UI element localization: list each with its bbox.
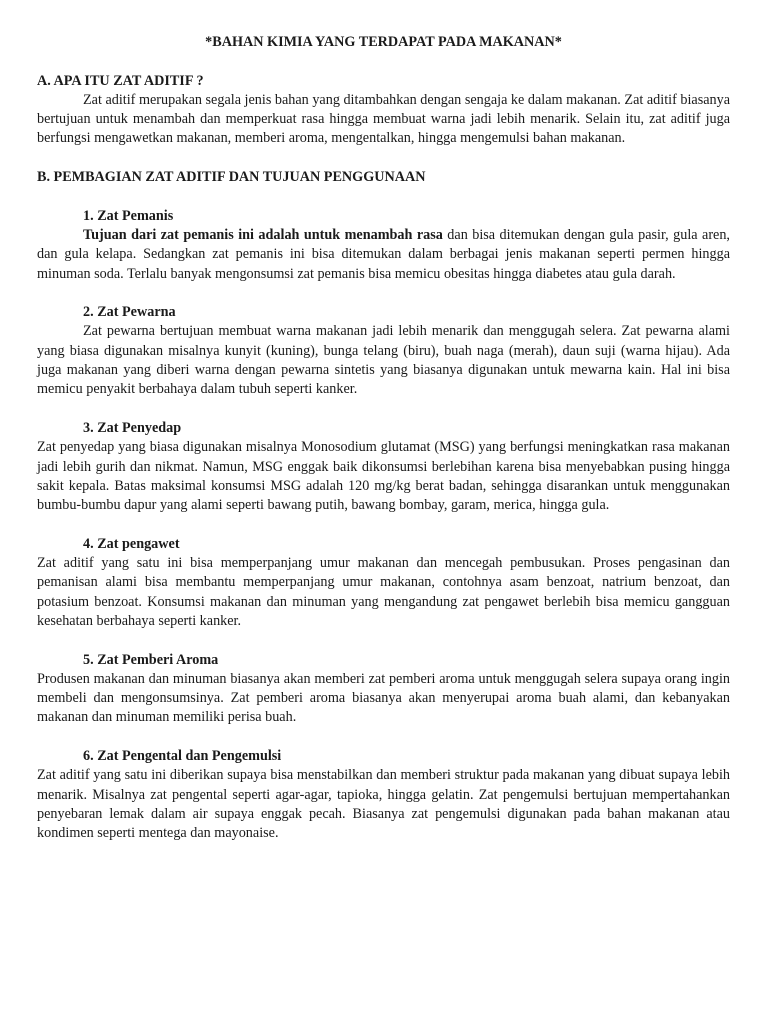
item-body-penyedap: Zat penyedap yang biasa digunakan misalnya Monosodium glutamat (MSG) yang berfungsi meningkatkan rasa makanan jadi lebih gurih dan nikmat. Namun, MSG enggak baik dikonsumsi berlebihan karena bisa menyebabkan pusing hingga sakit kepala. Batas maksimal konsumsi MSG adalah 120 mg/kg berat badan, sehingga disarankan untuk menggunakan bumbu-bumbu dapur yang alami seperti bawang putih, bawang bombay, garam, merica, hingga gula. [37,439,730,514]
item-body-aroma: Produsen makanan dan minuman biasanya akan memberi zat pemberi aroma untuk menggugah selera supaya orang ingin membeli dan mengonsumsinya. Zat pemberi aroma biasanya akan menyerupai aroma buah alami, dan kebanyakan makanan dan minuman memiliki perisa buah. [37,670,730,726]
document-page [37,33,730,843]
spacer [37,284,730,303]
spacer [37,149,730,168]
item-heading-pewarna: 2. Zat Pewarna [83,304,176,321]
spacer [37,728,730,747]
item-heading-pengawet: 4. Zat pengawet [83,535,180,552]
item-heading-penyedap: 3. Zat Penyedap [83,419,182,436]
item-heading-pemanis: 1. Zat Pemanis [83,207,174,224]
document-title: *BAHAN KIMIA YANG TERDAPAT PADA MAKANAN* [205,34,562,50]
spacer [37,187,730,206]
item-body-pengental: Zat aditif yang satu ini diberikan supaya bisa menstabilkan dan memberi struktur pada makanan yang dibuat supaya lebih menarik. Misalnya zat pengental seperti agar-agar, tapioka, hingga gelatin. Zat pengemulsi bertujuan mempertahankan penyebaran lemak dalam air supaya enggak pecah. Biasanya zat pengemulsi digunakan pada bahan makanan atau kondimen seperti mentega dan mayonaise. [37,767,730,842]
item-heading-aroma: 5. Zat Pemberi Aroma [83,651,219,668]
item-bold-lead-pemanis: Tujuan dari zat pemanis ini adalah untuk menambah rasa [83,226,443,243]
spacer [37,631,730,650]
item-heading-pengental: 6. Zat Pengental dan Pengemulsi [83,747,282,764]
section-a-body: Zat aditif merupakan segala jenis bahan yang ditambahkan dengan sengaja ke dalam makanan. Zat aditif biasanya bertujuan untuk menambah dan memperkuat rasa hingga membuat warna jadi lebih menarik. Selain itu, zat aditif juga berfungsi mengawetkan makanan, memberi aroma, mengentalkan, hingga mengemulsi bahan makanan. [37,91,730,147]
item-body-pemanis [37,226,730,284]
spacer [37,515,730,534]
item-body-pengawet: Zat aditif yang satu ini bisa memperpanjang umur makanan dan mencegah pembusukan. Proses pengasinan dan pemanisan alami bisa membantu memperpanjang umur makanan, contohnya asam benzoat, natrium benzoat, dan potasium benzoat. Konsumsi makanan dan minuman yang mengandung zat pengawet berlebih bisa memicu gangguan kesehatan berbahaya seperti kanker. [37,555,730,629]
item-body-pewarna: Zat pewarna bertujuan membuat warna makanan jadi lebih menarik dan menggugah selera. Zat pewarna alami yang biasa digunakan misalnya kunyit (kuning), bunga telang (biru), buah naga (merah), daun suji (warna hijau). Ada juga makanan yang diberi warna dengan pewarna sintetis yang biasanya digunakan untuk mewarna kain. Hal ini bisa memicu penyakit berbahaya dalam tubuh seperti kanker. [37,323,730,398]
section-a-heading: A. APA ITU ZAT ADITIF ? [37,72,204,89]
spacer [37,52,730,71]
section-b-heading: B. PEMBAGIAN ZAT ADITIF DAN TUJUAN PENGGUNAAN [37,169,426,186]
spacer [37,400,730,419]
item-body-text-pemanis: dan bisa ditemukan dengan gula pasir, gula aren, dan gula kelapa. Sedangkan zat pemanis ini bisa ditemukan dalam berbagai jenis makanan seperti permen hingga minuman soda. Terlalu banyak mengonsumsi zat pemanis bisa memicu obesitas hingga diabetes atau gula darah. [37,226,730,282]
